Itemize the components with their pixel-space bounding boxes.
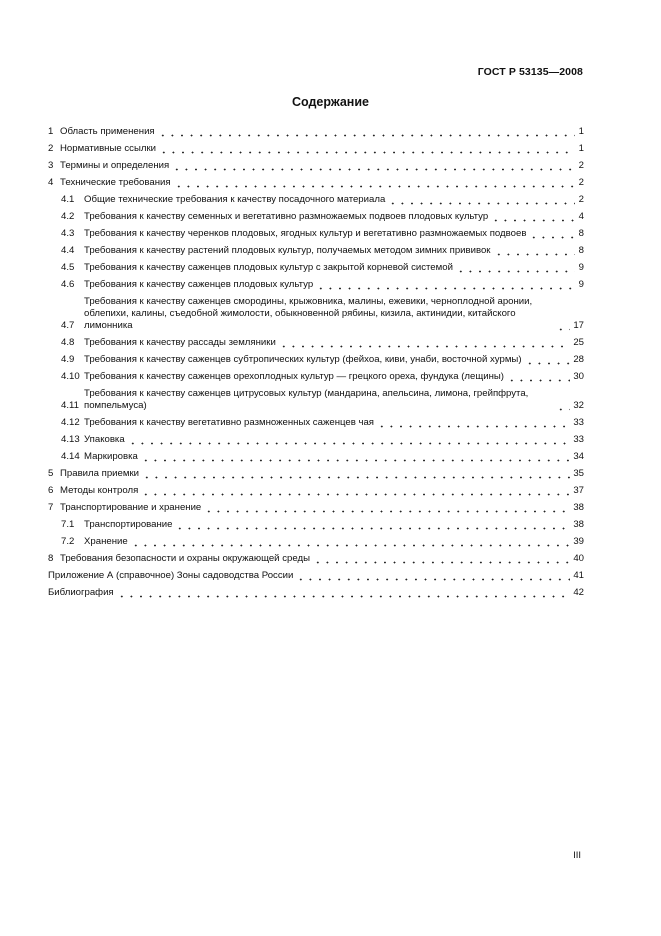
- table-of-contents: [48, 126, 584, 604]
- toc-entry-title: Требования к качеству саженцев плодовых культур с закрытой корневой системой: [84, 262, 453, 273]
- toc-entry-number: 4.5: [61, 262, 75, 273]
- toc-entry-number: 8: [48, 553, 54, 564]
- dot-leader: [128, 434, 571, 446]
- toc-entry-text-wrap: [84, 354, 573, 366]
- toc-entry[interactable]: [61, 194, 584, 206]
- toc-entry-title: Технические требования: [60, 177, 171, 188]
- toc-entry-number: 1: [48, 126, 54, 137]
- toc-entry-number: 4.4: [61, 245, 75, 256]
- toc-entry-number: 4.7: [61, 320, 75, 331]
- toc-entry-text-wrap: [48, 587, 573, 599]
- dot-leader: [491, 211, 575, 223]
- toc-entry[interactable]: [61, 228, 584, 240]
- dot-leader: [141, 485, 570, 497]
- toc-entry-title: Библиография: [48, 587, 114, 598]
- toc-entry-page: 38: [573, 502, 584, 513]
- toc-entry-number: 2: [48, 143, 54, 154]
- toc-entry-text-wrap: [84, 262, 578, 274]
- dot-leader: [377, 417, 570, 429]
- toc-entry-text-wrap: [60, 143, 578, 155]
- toc-entry-text-wrap: [84, 228, 578, 240]
- toc-entry-text-wrap: [84, 519, 573, 531]
- toc-entry-title: Транспортирование: [84, 519, 173, 530]
- toc-entry-text-wrap: [60, 126, 578, 138]
- toc-entry-text-wrap: [60, 502, 573, 514]
- toc-entry[interactable]: [48, 485, 584, 497]
- toc-entry-number: 4.13: [61, 434, 80, 445]
- toc-entry-page: 2: [578, 177, 584, 188]
- dot-leader: [316, 279, 575, 291]
- toc-entry-title: Упаковка: [84, 434, 125, 445]
- toc-entry-page: 38: [573, 519, 584, 530]
- toc-entry-page: 35: [573, 468, 584, 479]
- toc-entry-page: 8: [578, 245, 584, 256]
- toc-entry-title: Правила приемки: [60, 468, 139, 479]
- toc-entry-number: 4.9: [61, 354, 75, 365]
- dot-leader: [556, 400, 570, 412]
- dot-leader: [507, 371, 570, 383]
- dot-leader: [158, 126, 575, 138]
- dot-leader: [174, 177, 575, 189]
- dot-leader: [279, 337, 571, 349]
- toc-entry[interactable]: [61, 337, 584, 349]
- toc-entry-page: 8: [578, 228, 584, 239]
- toc-entry[interactable]: [61, 417, 584, 429]
- toc-entry-number: 4: [48, 177, 54, 188]
- dot-leader: [141, 451, 570, 463]
- toc-entry-number: 4.3: [61, 228, 75, 239]
- toc-entry-page: 37: [573, 485, 584, 496]
- toc-entry-text-wrap: [84, 245, 578, 257]
- toc-entry-page: 39: [573, 536, 584, 547]
- dot-leader: [456, 262, 575, 274]
- toc-entry[interactable]: [61, 388, 584, 412]
- toc-entry[interactable]: [61, 434, 584, 446]
- toc-entry[interactable]: [48, 126, 584, 138]
- toc-entry[interactable]: [61, 451, 584, 463]
- toc-entry-page: 41: [573, 570, 584, 581]
- toc-entry[interactable]: [61, 245, 584, 257]
- toc-entry-title: Нормативные ссылки: [60, 143, 157, 154]
- toc-entry[interactable]: [48, 587, 584, 599]
- dot-leader: [175, 519, 570, 531]
- toc-entry-text-wrap: [48, 570, 573, 582]
- toc-entry-title: Требования к качеству саженцев субтропических культур (фейхоа, киви, унаби, восточной хурмы): [84, 354, 522, 365]
- toc-entry-title: Приложение А (справочное) Зоны садоводства России: [48, 570, 294, 581]
- toc-entry-page: 40: [573, 553, 584, 564]
- toc-entry-title: Хранение: [84, 536, 128, 547]
- toc-entry-number: 4.2: [61, 211, 75, 222]
- toc-entry-title: Требования к качеству черенков плодовых, ягодных культур и вегетативно размножаемых подвоев: [84, 228, 527, 239]
- toc-entry-page: 9: [578, 262, 584, 273]
- toc-entry-number: 4.1: [61, 194, 75, 205]
- toc-entry-page: 33: [573, 434, 584, 445]
- toc-entry-page: 25: [573, 337, 584, 348]
- toc-entry-title: Требования к качеству саженцев смородины, крыжовника, малины, ежевики, черноплодной аронии, облепихи, калины, съедобной жимолости, обыкновенной рябины, кизила, актинидии, китайского лимонника: [84, 296, 533, 331]
- dot-leader: [525, 354, 571, 366]
- toc-entry-number: 6: [48, 485, 54, 496]
- dot-leader: [388, 194, 575, 206]
- toc-entry-page: 28: [573, 354, 584, 365]
- toc-entry-number: 7.1: [61, 519, 75, 530]
- toc-entry-title: Методы контроля: [60, 485, 139, 496]
- toc-entry-title: Требования к качеству саженцев цитрусовых культур (мандарина, апельсина, лимона, грейпфрута, помпельмуса): [84, 388, 529, 411]
- toc-entry[interactable]: [61, 279, 584, 291]
- toc-entry-page: 2: [578, 194, 584, 205]
- toc-entry-text-wrap: [84, 536, 573, 548]
- dot-leader: [159, 143, 575, 155]
- toc-entry[interactable]: [48, 177, 584, 189]
- toc-entry-text-wrap: [60, 160, 578, 172]
- toc-entry-number: 4.11: [61, 400, 79, 411]
- toc-entry-number: 4.12: [61, 417, 80, 428]
- toc-entry-page: 33: [573, 417, 584, 428]
- toc-entry[interactable]: [48, 553, 584, 565]
- dot-leader: [494, 245, 575, 257]
- toc-entry-text-wrap: [84, 451, 573, 463]
- toc-entry-title: Требования к качеству вегетативно размноженных саженцев чая: [84, 417, 375, 428]
- toc-entry-title: Требования безопасности и охраны окружающей среды: [60, 553, 310, 564]
- toc-entry[interactable]: [48, 502, 584, 514]
- toc-entry-text-wrap: [84, 211, 578, 223]
- dot-leader: [172, 160, 575, 172]
- toc-entry-title: Требования к качеству растений плодовых культур, получаемых методом зимних прививок: [84, 245, 491, 256]
- toc-entry-text-wrap: [60, 177, 578, 189]
- toc-entry-text-wrap: [84, 417, 573, 429]
- toc-entry-title: Требования к качеству саженцев орехоплодных культур — грецкого ореха, фундука (лещины): [84, 371, 504, 382]
- dot-leader: [313, 553, 570, 565]
- dot-leader: [296, 570, 570, 582]
- toc-entry-text-wrap: [60, 468, 573, 480]
- toc-entry[interactable]: [61, 371, 584, 383]
- toc-entry[interactable]: [61, 519, 584, 531]
- toc-entry-title: Термины и определения: [60, 160, 170, 171]
- toc-entry-page: 4: [578, 211, 584, 222]
- toc-entry-page: 30: [573, 371, 584, 382]
- toc-entry-number: 4.10: [61, 371, 80, 382]
- toc-entry[interactable]: [48, 143, 584, 155]
- toc-entry[interactable]: [61, 262, 584, 274]
- toc-entry-number: 7: [48, 502, 54, 513]
- toc-entry-number: 3: [48, 160, 54, 171]
- toc-entry-text-wrap: [84, 279, 578, 291]
- dot-leader: [556, 320, 570, 332]
- toc-entry-title: Требования к качеству саженцев плодовых культур: [84, 279, 314, 290]
- toc-entry-text-wrap: [60, 485, 573, 497]
- toc-entry-page: 32: [573, 400, 584, 411]
- toc-entry[interactable]: [61, 536, 584, 548]
- toc-entry-text-wrap: [84, 337, 573, 349]
- toc-entry-title: Область применения: [60, 126, 155, 137]
- toc-entry[interactable]: [48, 468, 584, 480]
- dot-leader: [204, 502, 570, 514]
- toc-entry-text-wrap: [84, 296, 573, 332]
- toc-entry-text-wrap: [60, 553, 573, 565]
- toc-entry-title: Общие технические требования к качеству посадочного материала: [84, 194, 386, 205]
- toc-entry-page: 9: [578, 279, 584, 290]
- toc-entry-title: Маркировка: [84, 451, 138, 462]
- page-title: Содержание: [291, 95, 369, 109]
- toc-entry[interactable]: [61, 354, 584, 366]
- toc-entry-number: 4.8: [61, 337, 75, 348]
- toc-entry[interactable]: [48, 160, 584, 172]
- toc-entry-title: Транспортирование и хранение: [60, 502, 202, 513]
- toc-entry-title: Требования к качеству семенных и вегетативно размножаемых подвоев плодовых культур: [84, 211, 489, 222]
- toc-entry-page: 1: [578, 126, 584, 137]
- dot-leader: [117, 587, 571, 599]
- toc-entry-page: 1: [578, 143, 584, 154]
- toc-entry-number: 5: [48, 468, 54, 479]
- page-number: III: [573, 850, 581, 861]
- toc-entry-page: 42: [573, 587, 584, 598]
- toc-entry-page: 2: [578, 160, 584, 171]
- toc-entry-page: 34: [573, 451, 584, 462]
- dot-leader: [529, 228, 575, 240]
- dot-leader: [131, 536, 571, 548]
- toc-entry-number: 4.14: [61, 451, 80, 462]
- toc-entry-text-wrap: [84, 194, 578, 206]
- toc-entry-number: 4.6: [61, 279, 75, 290]
- toc-entry[interactable]: [48, 570, 584, 582]
- toc-entry-title: Требования к качеству рассады земляники: [84, 337, 276, 348]
- toc-entry[interactable]: [61, 296, 584, 332]
- document-code: ГОСТ Р 53135—2008: [477, 66, 583, 78]
- dot-leader: [142, 468, 570, 480]
- toc-entry[interactable]: [61, 211, 584, 223]
- toc-entry-number: 7.2: [61, 536, 75, 547]
- toc-entry-text-wrap: [84, 388, 573, 412]
- toc-entry-text-wrap: [84, 371, 573, 383]
- toc-entry-page: 17: [573, 320, 584, 331]
- toc-entry-text-wrap: [84, 434, 573, 446]
